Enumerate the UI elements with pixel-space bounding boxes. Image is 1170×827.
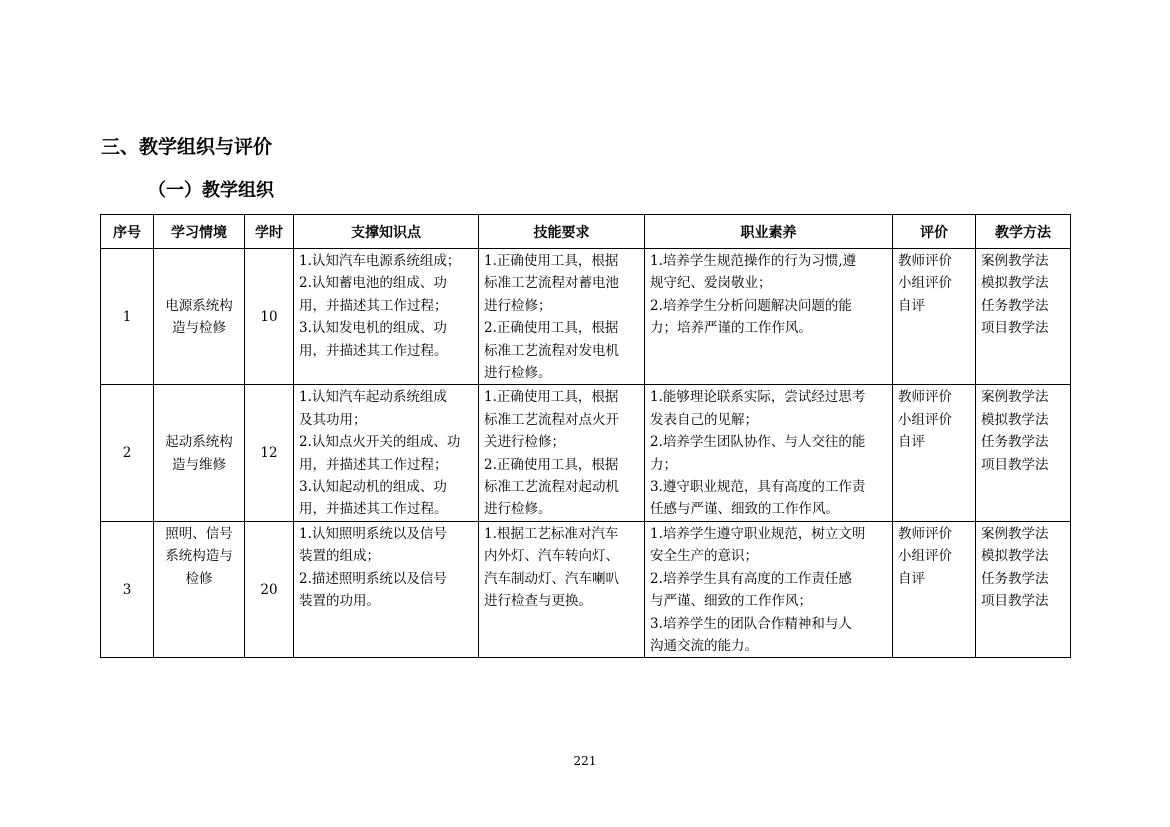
header-evaluation: 评价 (893, 215, 976, 249)
cell-skills: 1.根据工艺标准对汽车 内外灯、汽车转向灯、 汽车制动灯、汽车喇叭 进行检查与更换。 (479, 521, 645, 657)
header-no: 序号 (101, 215, 154, 249)
cell-hours: 10 (245, 249, 294, 385)
cell-situation: 起动系统构 造与维修 (154, 385, 245, 521)
header-hours: 学时 (245, 215, 294, 249)
cell-methods: 案例教学法 模拟教学法 任务教学法 项目教学法 (976, 249, 1071, 385)
cell-literacy: 1.培养学生规范操作的行为习惯,遵 规守纪、爱岗敬业； 2.培养学生分析问题解决问题的能 力；培养严谨的工作作风。 (645, 249, 893, 385)
sub-heading: （一）教学组织 (148, 180, 274, 201)
cell-situation: 电源系统构 造与检修 (154, 249, 245, 385)
cell-skills: 1.正确使用工具，根据 标准工艺流程对点火开 关进行检修； 2.正确使用工具，根据 标准工艺流程对起动机 进行检修。 (479, 385, 645, 521)
header-literacy: 职业素养 (645, 215, 893, 249)
cell-methods: 案例教学法 模拟教学法 任务教学法 项目教学法 (976, 385, 1071, 521)
table-row (101, 249, 1071, 385)
header-knowledge: 支撑知识点 (294, 215, 479, 249)
header-methods: 教学方法 (976, 215, 1071, 249)
cell-evaluation: 教师评价 小组评价 自评 (893, 249, 976, 385)
cell-methods: 案例教学法 模拟教学法 任务教学法 项目教学法 (976, 521, 1071, 657)
cell-knowledge: 1.认知汽车起动系统组成 及其功用； 2.认知点火开关的组成、功 用，并描述其工作过程； 3.认知起动机的组成、功 用，并描述其工作过程。 (294, 385, 479, 521)
cell-no: 2 (101, 385, 154, 521)
header-situation: 学习情境 (154, 215, 245, 249)
cell-knowledge: 1.认知照明系统以及信号 装置的组成； 2.描述照明系统以及信号 装置的功用。 (294, 521, 479, 657)
cell-knowledge: 1.认知汽车电源系统组成； 2.认知蓄电池的组成、功 用，并描述其工作过程； 3.认知发电机的组成、功 用，并描述其工作过程。 (294, 249, 479, 385)
table-row (101, 521, 1071, 657)
cell-hours: 12 (245, 385, 294, 521)
cell-evaluation: 教师评价 小组评价 自评 (893, 385, 976, 521)
cell-evaluation: 教师评价 小组评价 自评 (893, 521, 976, 657)
table-row (101, 385, 1071, 521)
cell-literacy: 1.能够理论联系实际，尝试经过思考 发表自己的见解； 2.培养学生团队协作、与人交往的能 力； 3.遵守职业规范，具有高度的工作责 任感与严谨、细致的工作作风。 (645, 385, 893, 521)
table-header-row (101, 215, 1071, 249)
cell-no: 1 (101, 249, 154, 385)
cell-hours: 20 (245, 521, 294, 657)
section-heading: 三、教学组织与评价 (101, 136, 273, 158)
teaching-organization-table (100, 214, 1071, 658)
cell-literacy: 1.培养学生遵守职业规范，树立文明 安全生产的意识； 2.培养学生具有高度的工作责任感 与严谨、细致的工作作风； 3.培养学生的团队合作精神和与人 沟通交流的能力。 (645, 521, 893, 657)
header-skills: 技能要求 (479, 215, 645, 249)
cell-no: 3 (101, 521, 154, 657)
cell-skills: 1.正确使用工具，根据 标准工艺流程对蓄电池 进行检修； 2.正确使用工具，根据 标准工艺流程对发电机 进行检修。 (479, 249, 645, 385)
page-number: 221 (573, 754, 597, 768)
cell-situation: 照明、信号 系统构造与 检修 (154, 521, 245, 657)
